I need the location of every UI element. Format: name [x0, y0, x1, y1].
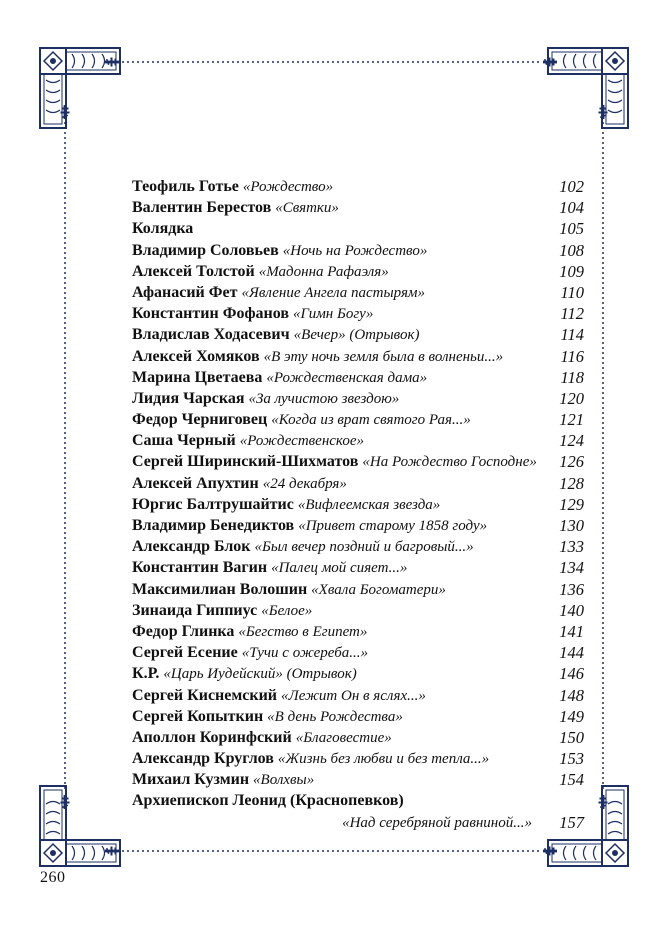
- toc-page-number: 128: [559, 473, 584, 493]
- author-name: Сергей Копыткин: [132, 707, 264, 725]
- toc-entry: [132, 197, 584, 218]
- toc-entry: [132, 388, 584, 409]
- author-name: Александр Круглов: [132, 750, 274, 768]
- toc-page-number: 130: [559, 516, 584, 535]
- author-name: Лидия Чарская: [132, 389, 245, 407]
- toc-page-number: 120: [559, 388, 584, 408]
- work-title: «Святки»: [275, 200, 339, 217]
- toc-entry-text: [132, 176, 550, 197]
- toc-entry: [132, 727, 584, 748]
- toc-page-number: 109: [559, 261, 584, 281]
- author-name: Сергей Киснемский: [132, 686, 278, 704]
- toc-entry: [132, 515, 584, 536]
- toc-entry-text: [132, 600, 550, 621]
- toc-entry: [132, 409, 584, 430]
- toc-page-number: 144: [559, 643, 584, 663]
- toc-entry-text: [132, 261, 550, 282]
- toc-page-number: 148: [559, 685, 584, 705]
- toc-entry: [132, 430, 584, 451]
- toc-page-number: 110: [560, 282, 584, 302]
- toc-page-number: 153: [559, 749, 584, 769]
- toc-entry: [132, 451, 584, 472]
- toc-page-number: 118: [560, 367, 584, 387]
- toc-page-number: 112: [560, 304, 584, 324]
- toc-entry: [132, 769, 584, 790]
- toc-entry-text: [132, 536, 550, 557]
- toc-page-number: 134: [559, 558, 584, 578]
- work-title: «Волхвы»: [253, 772, 315, 789]
- work-title: «Вечер» (Отрывок): [293, 327, 420, 344]
- toc-entry-text: [132, 240, 550, 261]
- work-title: «Рождественское»: [239, 433, 365, 450]
- toc-page-number: 146: [559, 664, 584, 684]
- toc-entry-text: [132, 579, 550, 600]
- toc-entry: [132, 346, 584, 367]
- author-name: Колядка: [132, 220, 194, 238]
- toc-entry: [132, 685, 584, 706]
- toc-page-number: 114: [560, 325, 584, 345]
- work-title: «На Рождество Господне»: [362, 454, 537, 471]
- work-title: «Хвала Богоматери»: [311, 581, 446, 598]
- author-name: Алексей Хомяков: [132, 347, 260, 365]
- author-name: Архиепископ Леонид (Краснопевков): [132, 792, 404, 810]
- author-name: К.Р.: [132, 665, 160, 683]
- toc-entry: [132, 324, 584, 345]
- toc-entry-text: [132, 685, 550, 706]
- work-title: «Когда из врат святого Рая...»: [271, 412, 471, 429]
- work-title: «Царь Иудейский» (Отрывок): [163, 666, 357, 683]
- work-title: «Гимн Богу»: [292, 306, 374, 323]
- toc-page-number: 154: [559, 770, 584, 790]
- author-name: Сергей Ширинский-Шихматов: [132, 453, 359, 471]
- toc-page-number: 140: [559, 600, 584, 620]
- work-title: «Мадонна Рафаэля»: [258, 263, 389, 280]
- toc-page-number: 149: [559, 706, 584, 726]
- toc-entry-text: [132, 663, 550, 684]
- toc-entry-text: [132, 473, 550, 494]
- toc-entry-text: [132, 218, 550, 239]
- toc-page-number: 105: [559, 219, 584, 239]
- work-title: «Белое»: [261, 602, 313, 619]
- toc-page-number: 126: [559, 452, 584, 472]
- corner-ornament-icon: [40, 48, 120, 128]
- work-title: «Над серебряной равниной...»: [342, 814, 532, 831]
- author-name: Теофиль Готье: [132, 178, 239, 195]
- work-title: «Жизнь без любви и без тепла...»: [277, 751, 490, 768]
- toc-page-number: 124: [559, 431, 584, 451]
- work-title: «В эту ночь земля была в волненьи...»: [263, 348, 504, 365]
- author-name: Владимир Соловьев: [132, 241, 279, 259]
- toc-entry: [132, 494, 584, 515]
- toc-entry-text: [132, 769, 550, 790]
- author-name: Зинаида Гиппиус: [132, 601, 258, 619]
- toc-entry-text: [132, 197, 550, 218]
- work-title: «24 декабря»: [262, 475, 347, 492]
- work-title: «Вифлеемская звезда»: [297, 496, 441, 513]
- author-name: Юргис Балтрушайтис: [132, 495, 294, 513]
- toc-entry: [132, 240, 584, 261]
- toc-page-number: 136: [559, 579, 584, 599]
- toc-entry: [132, 218, 584, 239]
- author-name: Федор Черниговец: [132, 411, 268, 429]
- toc-page-number: 116: [560, 346, 584, 366]
- toc-page-number: 150: [559, 727, 584, 747]
- toc-entry: [132, 706, 584, 727]
- work-title: «Бегство в Египет»: [238, 623, 368, 640]
- work-title: «Благовестие»: [295, 729, 392, 746]
- toc-page-number: 129: [559, 494, 584, 514]
- page-number: 260: [40, 869, 66, 886]
- toc-entry-text: [132, 812, 550, 833]
- author-name: Алексей Апухтин: [132, 474, 259, 492]
- author-name: Алексей Толстой: [132, 262, 255, 280]
- author-name: Владислав Ходасевич: [132, 326, 290, 344]
- toc-page-number: 102: [559, 177, 584, 196]
- toc-entry-text: [132, 557, 550, 578]
- toc-entry-text: [132, 515, 550, 536]
- author-name: Марина Цветаева: [132, 368, 263, 386]
- toc-entry: [132, 176, 584, 197]
- work-title: «Ночь на Рождество»: [282, 242, 428, 259]
- toc-entry-text: [132, 642, 550, 663]
- toc-entry-text: [132, 409, 550, 430]
- toc-entry: [132, 621, 584, 642]
- author-name: Валентин Берестов: [132, 199, 272, 217]
- toc-entry-text: [132, 324, 550, 345]
- author-name: Константин Фофанов: [132, 305, 289, 323]
- toc-entry-text: [132, 727, 550, 748]
- toc-entry-text: [132, 748, 550, 769]
- table-of-contents: [132, 176, 584, 833]
- toc-entry: [132, 600, 584, 621]
- toc-entry-text: [132, 451, 550, 472]
- toc-entry: [132, 748, 584, 769]
- author-name: Максимилиан Волошин: [132, 580, 308, 598]
- toc-entry-text: [132, 282, 550, 303]
- toc-page-number: 104: [559, 198, 584, 218]
- toc-entry: [132, 557, 584, 578]
- toc-entry-text: [132, 706, 550, 727]
- toc-entry: [132, 663, 584, 684]
- work-title: «В день Рождества»: [267, 708, 403, 725]
- work-title: «Был вечер поздний и багровый...»: [254, 539, 474, 556]
- work-title: «Привет старому 1858 году»: [298, 518, 488, 534]
- work-title: «Лежит Он в яслях...»: [281, 687, 426, 704]
- toc-entry-text: [132, 430, 550, 451]
- author-name: Константин Вагин: [132, 559, 268, 577]
- work-title: «За лучистою звездою»: [248, 390, 400, 407]
- work-title: «Тучи с ожереба...»: [241, 645, 368, 662]
- toc-entry: [132, 579, 584, 600]
- toc-entry-text: [132, 367, 550, 388]
- toc-entry: [132, 261, 584, 282]
- author-name: Сергей Есение: [132, 644, 238, 662]
- toc-page-number: 141: [559, 621, 584, 641]
- toc-entry-text: [132, 621, 550, 642]
- author-name: Михаил Кузмин: [132, 771, 250, 789]
- author-name: Аполлон Коринфский: [132, 728, 292, 746]
- toc-page-number: 121: [559, 410, 584, 430]
- author-name: Афанасий Фет: [132, 283, 238, 301]
- author-name: Федор Глинка: [132, 622, 235, 640]
- toc-entry: [132, 812, 584, 833]
- work-title: «Явление Ангела пастырям»: [241, 284, 425, 301]
- toc-entry: [132, 642, 584, 663]
- author-name: Саша Черный: [132, 432, 236, 450]
- toc-entry-text: [132, 388, 550, 409]
- toc-page-number: [550, 790, 584, 811]
- toc-entry: [132, 473, 584, 494]
- author-name: Владимир Бенедиктов: [132, 517, 295, 534]
- toc-entry: [132, 303, 584, 324]
- toc-page-number: 157: [559, 812, 584, 832]
- corner-ornament-icon: [548, 48, 628, 128]
- toc-entry-text: [132, 346, 550, 367]
- toc-page-number: 133: [559, 537, 584, 557]
- work-title: «Рождественская дама»: [266, 369, 428, 386]
- toc-entry: [132, 367, 584, 388]
- author-name: Александр Блок: [132, 538, 251, 556]
- toc-entry-text: [132, 303, 550, 324]
- toc-entry: [132, 282, 584, 303]
- toc-entry: [132, 790, 584, 811]
- toc-entry-text: [132, 790, 550, 811]
- work-title: «Палец мой сияет...»: [271, 560, 408, 577]
- toc-page-number: 108: [559, 240, 584, 260]
- toc-entry-text: [132, 494, 550, 515]
- work-title: «Рождество»: [242, 179, 334, 195]
- toc-entry: [132, 536, 584, 557]
